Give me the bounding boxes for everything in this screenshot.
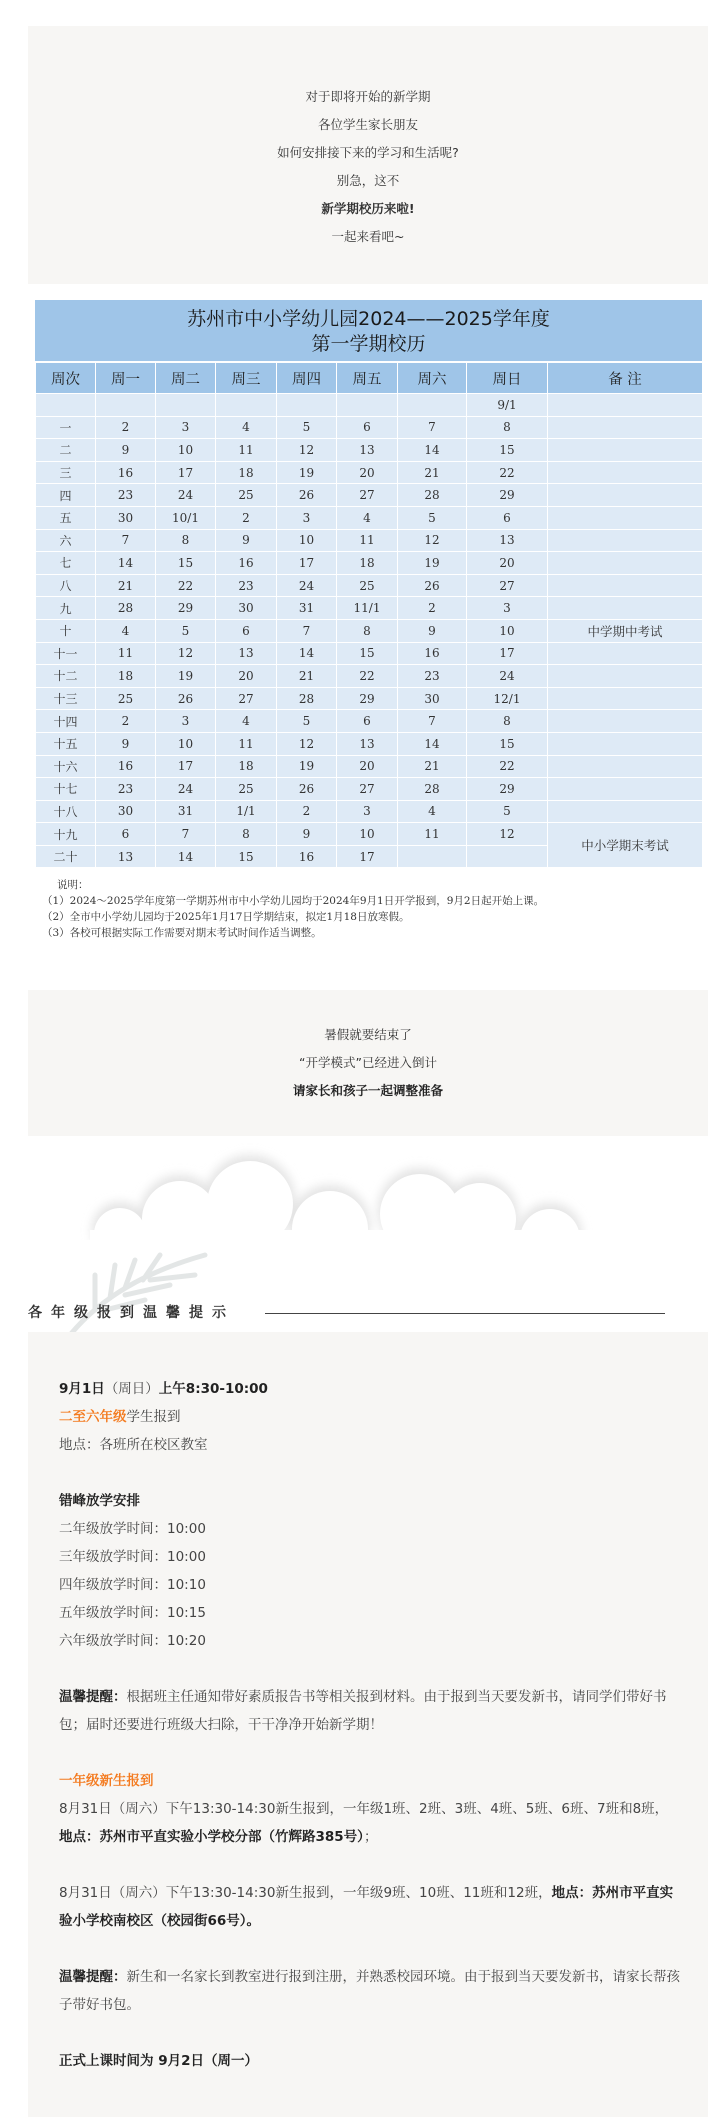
tips-paragraph [59, 1879, 681, 1935]
text: 新生和一名家长到教室进行报到注册，并熟悉校园环境。由于报到当天要发新书，请家长帮孩子带好书包。 [59, 1969, 680, 2013]
intro-line-highlight: 新学期校历来啦! [321, 201, 415, 216]
countdown-line: “开学模式”已经进入倒计 [299, 1055, 437, 1070]
date-cell: 6 [337, 416, 398, 439]
date-cell: 23 [398, 665, 467, 688]
date-cell [398, 845, 467, 868]
date-cell: 3 [156, 710, 216, 733]
date-cell: 5 [277, 710, 337, 733]
tips-paragraph [59, 1627, 681, 1655]
note-item: （3）各校可根据实际工作需要对期末考试时间作适当调整。 [42, 927, 322, 939]
date-cell [398, 394, 467, 417]
date-cell: 10 [156, 732, 216, 755]
text: 二年级放学时间：10:00 [59, 1521, 206, 1537]
bold-text: 正式上课时间为 9月2日（周一） [59, 2053, 258, 2069]
date-cell: 14 [156, 845, 216, 868]
date-cell: 7 [277, 619, 337, 642]
column-header: 周六 [398, 363, 467, 394]
bold-text: 错峰放学安排 [59, 1493, 140, 1509]
date-cell: 5 [398, 506, 467, 529]
date-cell: 18 [96, 665, 156, 688]
intro-line: 如何安排接下来的学习和生活呢? [277, 145, 459, 160]
tips-paragraph [59, 2047, 681, 2075]
week-number-cell: 六 [36, 529, 96, 552]
date-cell: 24 [277, 574, 337, 597]
week-row [36, 394, 703, 417]
date-cell: 11 [216, 732, 277, 755]
date-cell: 27 [337, 484, 398, 507]
week-number-cell: 十八 [36, 800, 96, 823]
tips-paragraph [59, 1515, 681, 1543]
date-cell: 31 [156, 800, 216, 823]
date-cell: 18 [216, 461, 277, 484]
week-number-cell: 十四 [36, 710, 96, 733]
date-cell: 13 [467, 529, 548, 552]
date-cell: 9/1 [467, 394, 548, 417]
tips-paragraph [59, 1571, 681, 1599]
date-cell: 25 [216, 484, 277, 507]
date-cell: 24 [467, 665, 548, 688]
school-calendar [35, 300, 702, 868]
date-cell: 23 [96, 778, 156, 801]
date-cell: 9 [216, 529, 277, 552]
date-cell: 22 [467, 461, 548, 484]
week-row [36, 484, 703, 507]
heading-divider [265, 1313, 665, 1314]
week-number-cell: 二十 [36, 845, 96, 868]
date-cell: 3 [277, 506, 337, 529]
countdown-line: 暑假就要结束了 [324, 1027, 412, 1042]
bold-text: 温馨提醒： [59, 1969, 127, 1985]
week-number-cell: 十五 [36, 732, 96, 755]
date-cell: 21 [398, 461, 467, 484]
remark-cell [548, 552, 703, 575]
week-number-cell: 十一 [36, 642, 96, 665]
remark-cell [548, 778, 703, 801]
date-cell: 3 [467, 597, 548, 620]
week-row [36, 461, 703, 484]
text: 五年级放学时间：10:15 [59, 1605, 206, 1621]
date-cell: 16 [277, 845, 337, 868]
date-cell: 17 [156, 461, 216, 484]
date-cell: 14 [398, 732, 467, 755]
date-cell: 26 [156, 687, 216, 710]
week-row [36, 506, 703, 529]
text: 8月31日（周六）下午13:30-14:30新生报到，一年级9班、10班、11班和12班， [59, 1885, 552, 1901]
date-cell: 13 [96, 845, 156, 868]
date-cell: 14 [398, 439, 467, 462]
tips-paragraph [59, 1683, 681, 1739]
date-cell: 15 [467, 732, 548, 755]
date-cell: 21 [277, 665, 337, 688]
date-cell: 19 [398, 552, 467, 575]
week-row [36, 597, 703, 620]
date-cell: 1/1 [216, 800, 277, 823]
week-number-cell: 二 [36, 439, 96, 462]
date-cell: 3 [337, 800, 398, 823]
date-cell: 17 [277, 552, 337, 575]
date-cell: 17 [467, 642, 548, 665]
tips-paragraph [59, 1963, 681, 2019]
remark-cell: 中学期中考试 [548, 619, 703, 642]
date-cell: 28 [96, 597, 156, 620]
date-cell: 21 [96, 574, 156, 597]
date-cell: 8 [467, 710, 548, 733]
text: （周日） [104, 1381, 159, 1397]
date-cell: 29 [467, 484, 548, 507]
week-number-cell: 十七 [36, 778, 96, 801]
date-cell [216, 394, 277, 417]
date-cell: 7 [96, 529, 156, 552]
week-number-cell: 八 [36, 574, 96, 597]
date-cell: 10 [156, 439, 216, 462]
remark-cell [548, 710, 703, 733]
date-cell: 15 [156, 552, 216, 575]
week-row [36, 687, 703, 710]
date-cell: 19 [277, 755, 337, 778]
intro-line: 对于即将开始的新学期 [305, 89, 431, 104]
date-cell: 5 [467, 800, 548, 823]
date-cell: 8 [337, 619, 398, 642]
remark-cell [548, 597, 703, 620]
text: 四年级放学时间：10:10 [59, 1577, 206, 1593]
text: 三年级放学时间：10:00 [59, 1549, 206, 1565]
date-cell: 8 [156, 529, 216, 552]
column-header: 周一 [96, 363, 156, 394]
text: 学生报到 [126, 1409, 181, 1425]
tips-paragraph [59, 1599, 681, 1627]
date-cell: 10 [277, 529, 337, 552]
bold-text: 地点：苏州市平直实验小学校南校区（校园街66号）。 [59, 1885, 674, 1929]
date-cell: 30 [96, 506, 156, 529]
date-cell: 11 [337, 529, 398, 552]
bold-text: 上午8:30-10:00 [158, 1381, 268, 1397]
remark-cell [548, 755, 703, 778]
week-row [36, 755, 703, 778]
date-cell [467, 845, 548, 868]
remark-cell [548, 800, 703, 823]
bold-text: 地点：苏州市平直实验小学校分部（竹辉路385号） [59, 1829, 364, 1845]
bold-text: 温馨提醒： [59, 1689, 127, 1705]
tips-paragraph [59, 1431, 681, 1459]
remark-cell [548, 416, 703, 439]
bold-text: 9月1日 [59, 1381, 105, 1397]
date-cell: 27 [337, 778, 398, 801]
date-cell: 6 [216, 619, 277, 642]
date-cell: 8 [467, 416, 548, 439]
calendar-body [36, 394, 703, 868]
intro-line: 别急，这不 [336, 173, 400, 188]
calendar-header-row [36, 363, 703, 394]
date-cell: 22 [337, 665, 398, 688]
date-cell: 10 [337, 823, 398, 846]
highlight-text: 一年级新生报到 [59, 1773, 154, 1789]
date-cell: 20 [337, 755, 398, 778]
date-cell: 13 [337, 439, 398, 462]
date-cell: 11 [216, 439, 277, 462]
text: ； [363, 1829, 378, 1845]
date-cell: 23 [96, 484, 156, 507]
date-cell: 25 [96, 687, 156, 710]
date-cell: 12 [467, 823, 548, 846]
date-cell: 12/1 [467, 687, 548, 710]
week-row [36, 552, 703, 575]
date-cell: 29 [337, 687, 398, 710]
date-cell: 2 [398, 597, 467, 620]
date-cell: 26 [277, 484, 337, 507]
date-cell: 21 [398, 755, 467, 778]
text: 地点：各班所在校区教室 [59, 1437, 208, 1453]
week-number-cell [36, 394, 96, 417]
week-number-cell: 十六 [36, 755, 96, 778]
week-row [36, 732, 703, 755]
date-cell: 6 [337, 710, 398, 733]
date-cell: 20 [337, 461, 398, 484]
notes-label: 说明： [57, 879, 89, 891]
tips-panel [28, 1332, 708, 2117]
date-cell: 4 [337, 506, 398, 529]
calendar-title-line1: 苏州市中小学幼儿园2024——2025学年度 [187, 308, 550, 330]
date-cell: 10 [467, 619, 548, 642]
column-header: 周四 [277, 363, 337, 394]
note-item: （2）全市中小学幼儿园均于2025年1月17日学期结束，拟定1月18日放寒假。 [42, 911, 410, 923]
date-cell: 11 [96, 642, 156, 665]
date-cell: 7 [398, 710, 467, 733]
countdown-panel [28, 990, 708, 1136]
date-cell: 31 [277, 597, 337, 620]
tips-heading: 各年级报到温馨提示 [28, 1305, 235, 1321]
date-cell: 22 [156, 574, 216, 597]
week-number-cell: 十三 [36, 687, 96, 710]
column-header: 周二 [156, 363, 216, 394]
date-cell: 9 [96, 439, 156, 462]
remark-cell [548, 529, 703, 552]
date-cell: 15 [337, 642, 398, 665]
date-cell: 4 [96, 619, 156, 642]
note-item: （1）2024～2025学年度第一学期苏州市中小学幼儿园均于2024年9月1日开学报到，9月2日起开始上课。 [42, 895, 545, 907]
week-row [36, 574, 703, 597]
remark-cell [548, 439, 703, 462]
date-cell: 24 [156, 778, 216, 801]
date-cell: 5 [156, 619, 216, 642]
week-number-cell: 七 [36, 552, 96, 575]
date-cell: 19 [277, 461, 337, 484]
date-cell: 29 [467, 778, 548, 801]
remark-cell [548, 642, 703, 665]
date-cell: 9 [398, 619, 467, 642]
date-cell: 7 [398, 416, 467, 439]
date-cell: 5 [277, 416, 337, 439]
tips-paragraph [59, 1795, 681, 1851]
week-row [36, 710, 703, 733]
calendar-title-line2: 第一学期校历 [311, 333, 426, 355]
intro-line: 各位学生家长朋友 [317, 117, 418, 132]
week-number-cell: 一 [36, 416, 96, 439]
remark-cell [548, 574, 703, 597]
text: 8月31日（周六）下午13:30-14:30新生报到，一年级1班、2班、3班、4班、5班、6班、7班和8班， [59, 1801, 669, 1817]
tips-paragraph [59, 1767, 681, 1795]
date-cell: 28 [277, 687, 337, 710]
remark-cell [548, 506, 703, 529]
date-cell: 13 [337, 732, 398, 755]
date-cell: 7 [156, 823, 216, 846]
column-header: 周次 [36, 363, 96, 394]
week-number-cell: 三 [36, 461, 96, 484]
week-number-cell: 五 [36, 506, 96, 529]
week-row [36, 665, 703, 688]
date-cell: 26 [398, 574, 467, 597]
date-cell: 14 [277, 642, 337, 665]
date-cell: 8 [216, 823, 277, 846]
date-cell: 18 [337, 552, 398, 575]
column-header: 周日 [467, 363, 548, 394]
date-cell: 13 [216, 642, 277, 665]
remark-cell [548, 687, 703, 710]
remark-cell [548, 732, 703, 755]
date-cell: 29 [156, 597, 216, 620]
week-row [36, 800, 703, 823]
column-header: 周三 [216, 363, 277, 394]
clouds-decoration [80, 1140, 650, 1240]
date-cell: 16 [96, 461, 156, 484]
week-row [36, 619, 703, 642]
date-cell: 10/1 [156, 506, 216, 529]
calendar-title [35, 300, 702, 363]
remark-cell [548, 394, 703, 417]
week-number-cell: 十 [36, 619, 96, 642]
date-cell: 25 [337, 574, 398, 597]
week-number-cell: 九 [36, 597, 96, 620]
date-cell [337, 394, 398, 417]
week-number-cell: 十九 [36, 823, 96, 846]
calendar-table [35, 363, 703, 868]
date-cell: 16 [398, 642, 467, 665]
date-cell: 9 [277, 823, 337, 846]
date-cell [156, 394, 216, 417]
date-cell: 6 [467, 506, 548, 529]
intro-panel [28, 26, 708, 284]
date-cell: 20 [467, 552, 548, 575]
date-cell: 12 [398, 529, 467, 552]
week-row [36, 529, 703, 552]
date-cell: 12 [277, 439, 337, 462]
date-cell: 28 [398, 778, 467, 801]
date-cell: 17 [337, 845, 398, 868]
remark-cell [548, 665, 703, 688]
tips-paragraph [59, 1487, 681, 1515]
date-cell: 16 [216, 552, 277, 575]
date-cell: 15 [467, 439, 548, 462]
tips-paragraph [59, 1543, 681, 1571]
week-row [36, 823, 703, 846]
week-row [36, 642, 703, 665]
date-cell: 27 [216, 687, 277, 710]
week-row [36, 416, 703, 439]
remark-cell [548, 484, 703, 507]
date-cell: 2 [277, 800, 337, 823]
countdown-line-bold: 请家长和孩子一起调整准备 [292, 1083, 443, 1098]
date-cell: 6 [96, 823, 156, 846]
date-cell: 25 [216, 778, 277, 801]
highlight-text: 二至六年级 [59, 1409, 127, 1425]
week-number-cell: 四 [36, 484, 96, 507]
tips-paragraph [59, 1403, 681, 1431]
date-cell: 18 [216, 755, 277, 778]
date-cell: 26 [277, 778, 337, 801]
date-cell: 12 [277, 732, 337, 755]
date-cell: 15 [216, 845, 277, 868]
date-cell: 2 [216, 506, 277, 529]
date-cell: 11/1 [337, 597, 398, 620]
column-header: 备 注 [548, 363, 703, 394]
date-cell: 30 [96, 800, 156, 823]
date-cell: 28 [398, 484, 467, 507]
date-cell: 30 [398, 687, 467, 710]
column-header: 周五 [337, 363, 398, 394]
week-row [36, 778, 703, 801]
week-number-cell: 十二 [36, 665, 96, 688]
date-cell [96, 394, 156, 417]
date-cell: 2 [96, 416, 156, 439]
date-cell: 2 [96, 710, 156, 733]
date-cell: 27 [467, 574, 548, 597]
date-cell [277, 394, 337, 417]
date-cell: 4 [216, 416, 277, 439]
date-cell: 4 [216, 710, 277, 733]
date-cell: 20 [216, 665, 277, 688]
date-cell: 14 [96, 552, 156, 575]
tips-paragraph [59, 1375, 681, 1403]
remark-cell: 中小学期末考试 [548, 823, 703, 868]
date-cell: 24 [156, 484, 216, 507]
week-row [36, 439, 703, 462]
remark-cell [548, 461, 703, 484]
date-cell: 9 [96, 732, 156, 755]
date-cell: 11 [398, 823, 467, 846]
date-cell: 4 [398, 800, 467, 823]
calendar-notes [42, 877, 544, 941]
date-cell: 12 [156, 642, 216, 665]
date-cell: 22 [467, 755, 548, 778]
date-cell: 3 [156, 416, 216, 439]
text: 根据班主任通知带好素质报告书等相关报到材料。由于报到当天要发新书，请同学们带好书包；届时还要进行班级大扫除，干干净净开始新学期！ [59, 1689, 667, 1733]
date-cell: 19 [156, 665, 216, 688]
intro-line: 一起来看吧~ [331, 229, 405, 244]
date-cell: 16 [96, 755, 156, 778]
date-cell: 23 [216, 574, 277, 597]
date-cell: 30 [216, 597, 277, 620]
text: 六年级放学时间：10:20 [59, 1633, 206, 1649]
date-cell: 17 [156, 755, 216, 778]
